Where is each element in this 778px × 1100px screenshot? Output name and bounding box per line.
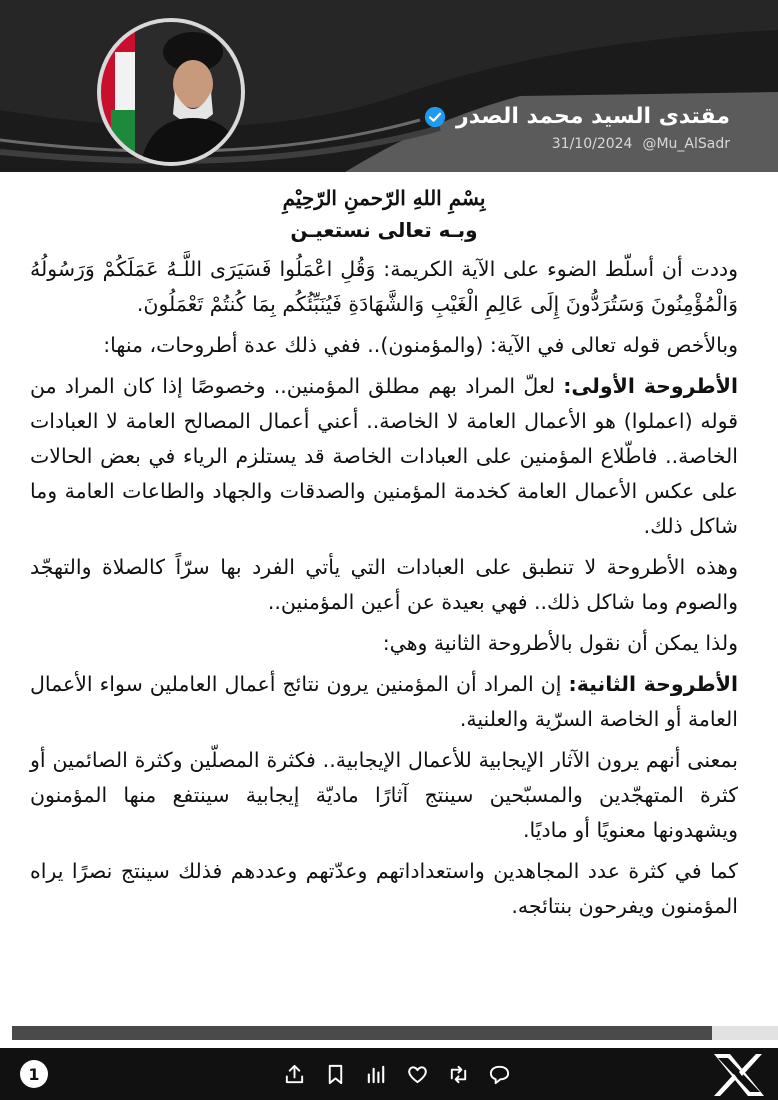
divider-bar [12,1026,778,1040]
paragraph-3 [30,369,738,544]
action-bar [283,1063,511,1086]
post-footer [0,1048,778,1100]
thesis-1-text: لعلّ المراد بهم مطلق المؤمنين.. وخصوصًا إذا كان المراد من قوله (اعملوا) هو الأعمال العامة لا الخاصة.. أعني أعمال المصالح العامة لا العبادات الخاصة.. فاطّلاع المؤمنين على العبادات الخاصة قد يستلزم الرياء في بعض الحالات على عكس الأعمال العامة كخدمة المؤمنين والصدقات والجهاد والطاعات العامة وما شاكل ذلك. [30,374,738,538]
like-icon[interactable] [406,1063,429,1086]
paragraph-2: وبالأخص قوله تعالى في الآية: (والمؤمنون).. ففي ذلك عدة أطروحات، منها: [103,333,738,357]
verified-badge-icon [424,106,446,128]
paragraph-1: وددت أن أسلّط الضوء على الآية الكريمة: وَقُلِ اعْمَلُوا فَسَيَرَى اللَّـهُ عَمَلَكُمْ وَرَسُولُهُ وَالْمُؤْمِنُونَ وَسَتُرَدُّونَ إِلَى عَالِمِ الْغَيْبِ وَالشَّهَادَةِ فَيُنَبِّئُكُم بِمَا كُنتُمْ تَعْمَلُونَ. [30,257,738,316]
author-row [424,104,730,129]
post-meta [552,136,730,152]
views-icon[interactable] [365,1063,388,1086]
subtitle: وبـه تعالى نستعيـن [290,218,478,242]
retweet-icon[interactable] [447,1063,470,1086]
post-date: 31/10/2024 [551,136,633,152]
avatar-portrait [101,22,241,162]
x-logo-icon [706,1052,770,1098]
profile-avatar[interactable] [97,18,245,166]
share-icon[interactable] [283,1063,306,1086]
reply-icon[interactable] [488,1063,511,1086]
thesis-1-label: الأطروحة الأولى: [563,374,739,398]
author-name[interactable]: مقتدى السيد محمد الصدر [456,104,730,129]
bookmark-icon[interactable] [324,1063,347,1086]
thesis-2-label: الأطروحة الثانية: [568,672,738,696]
page-number-badge: 1 [20,1060,48,1088]
paragraph-4: وهذه الأطروحة لا تنطبق على العبادات التي يأتي الفرد بها سرّاً كالصلاة والتهجّد والصوم وما شاكل ذلك.. فهي بعيدة عن أعين المؤمنين.. [30,555,738,614]
post-header [0,0,778,172]
thesis-2-text: إن المراد أن المؤمنين يرون نتائج أعمال العاملين سواء الأعمال العامة أو الخاصة السرّية والعلنية. [30,672,738,731]
author-handle[interactable]: @Mu_AlSadr [642,136,730,152]
paragraph-6 [30,667,738,737]
paragraph-8: كما في كثرة عدد المجاهدين واستعداداتهم وعدّتهم وعددهم فذلك سينتج نصرًا يراه المؤمنون ويفرحون بنتائجه. [30,859,738,918]
paragraph-5: ولذا يمكن أن نقول بالأطروحة الثانية وهي: [382,631,738,655]
paragraph-7: بمعنى أنهم يرون الآثار الإيجابية للأعمال الإيجابية.. فكثرة المصلّين وكثرة الصائمين أو كثرة المتهجّدين والمسبّحين سينتج آثارًا ماديّة إيجابية سينتفع منها المؤمنون ويشهدونها معنويًا أو ماديًا. [30,748,738,842]
basmala: بِسْمِ اللهِ الرّحمنِ الرّحِيْمِ [282,186,486,210]
post-body [30,180,738,930]
